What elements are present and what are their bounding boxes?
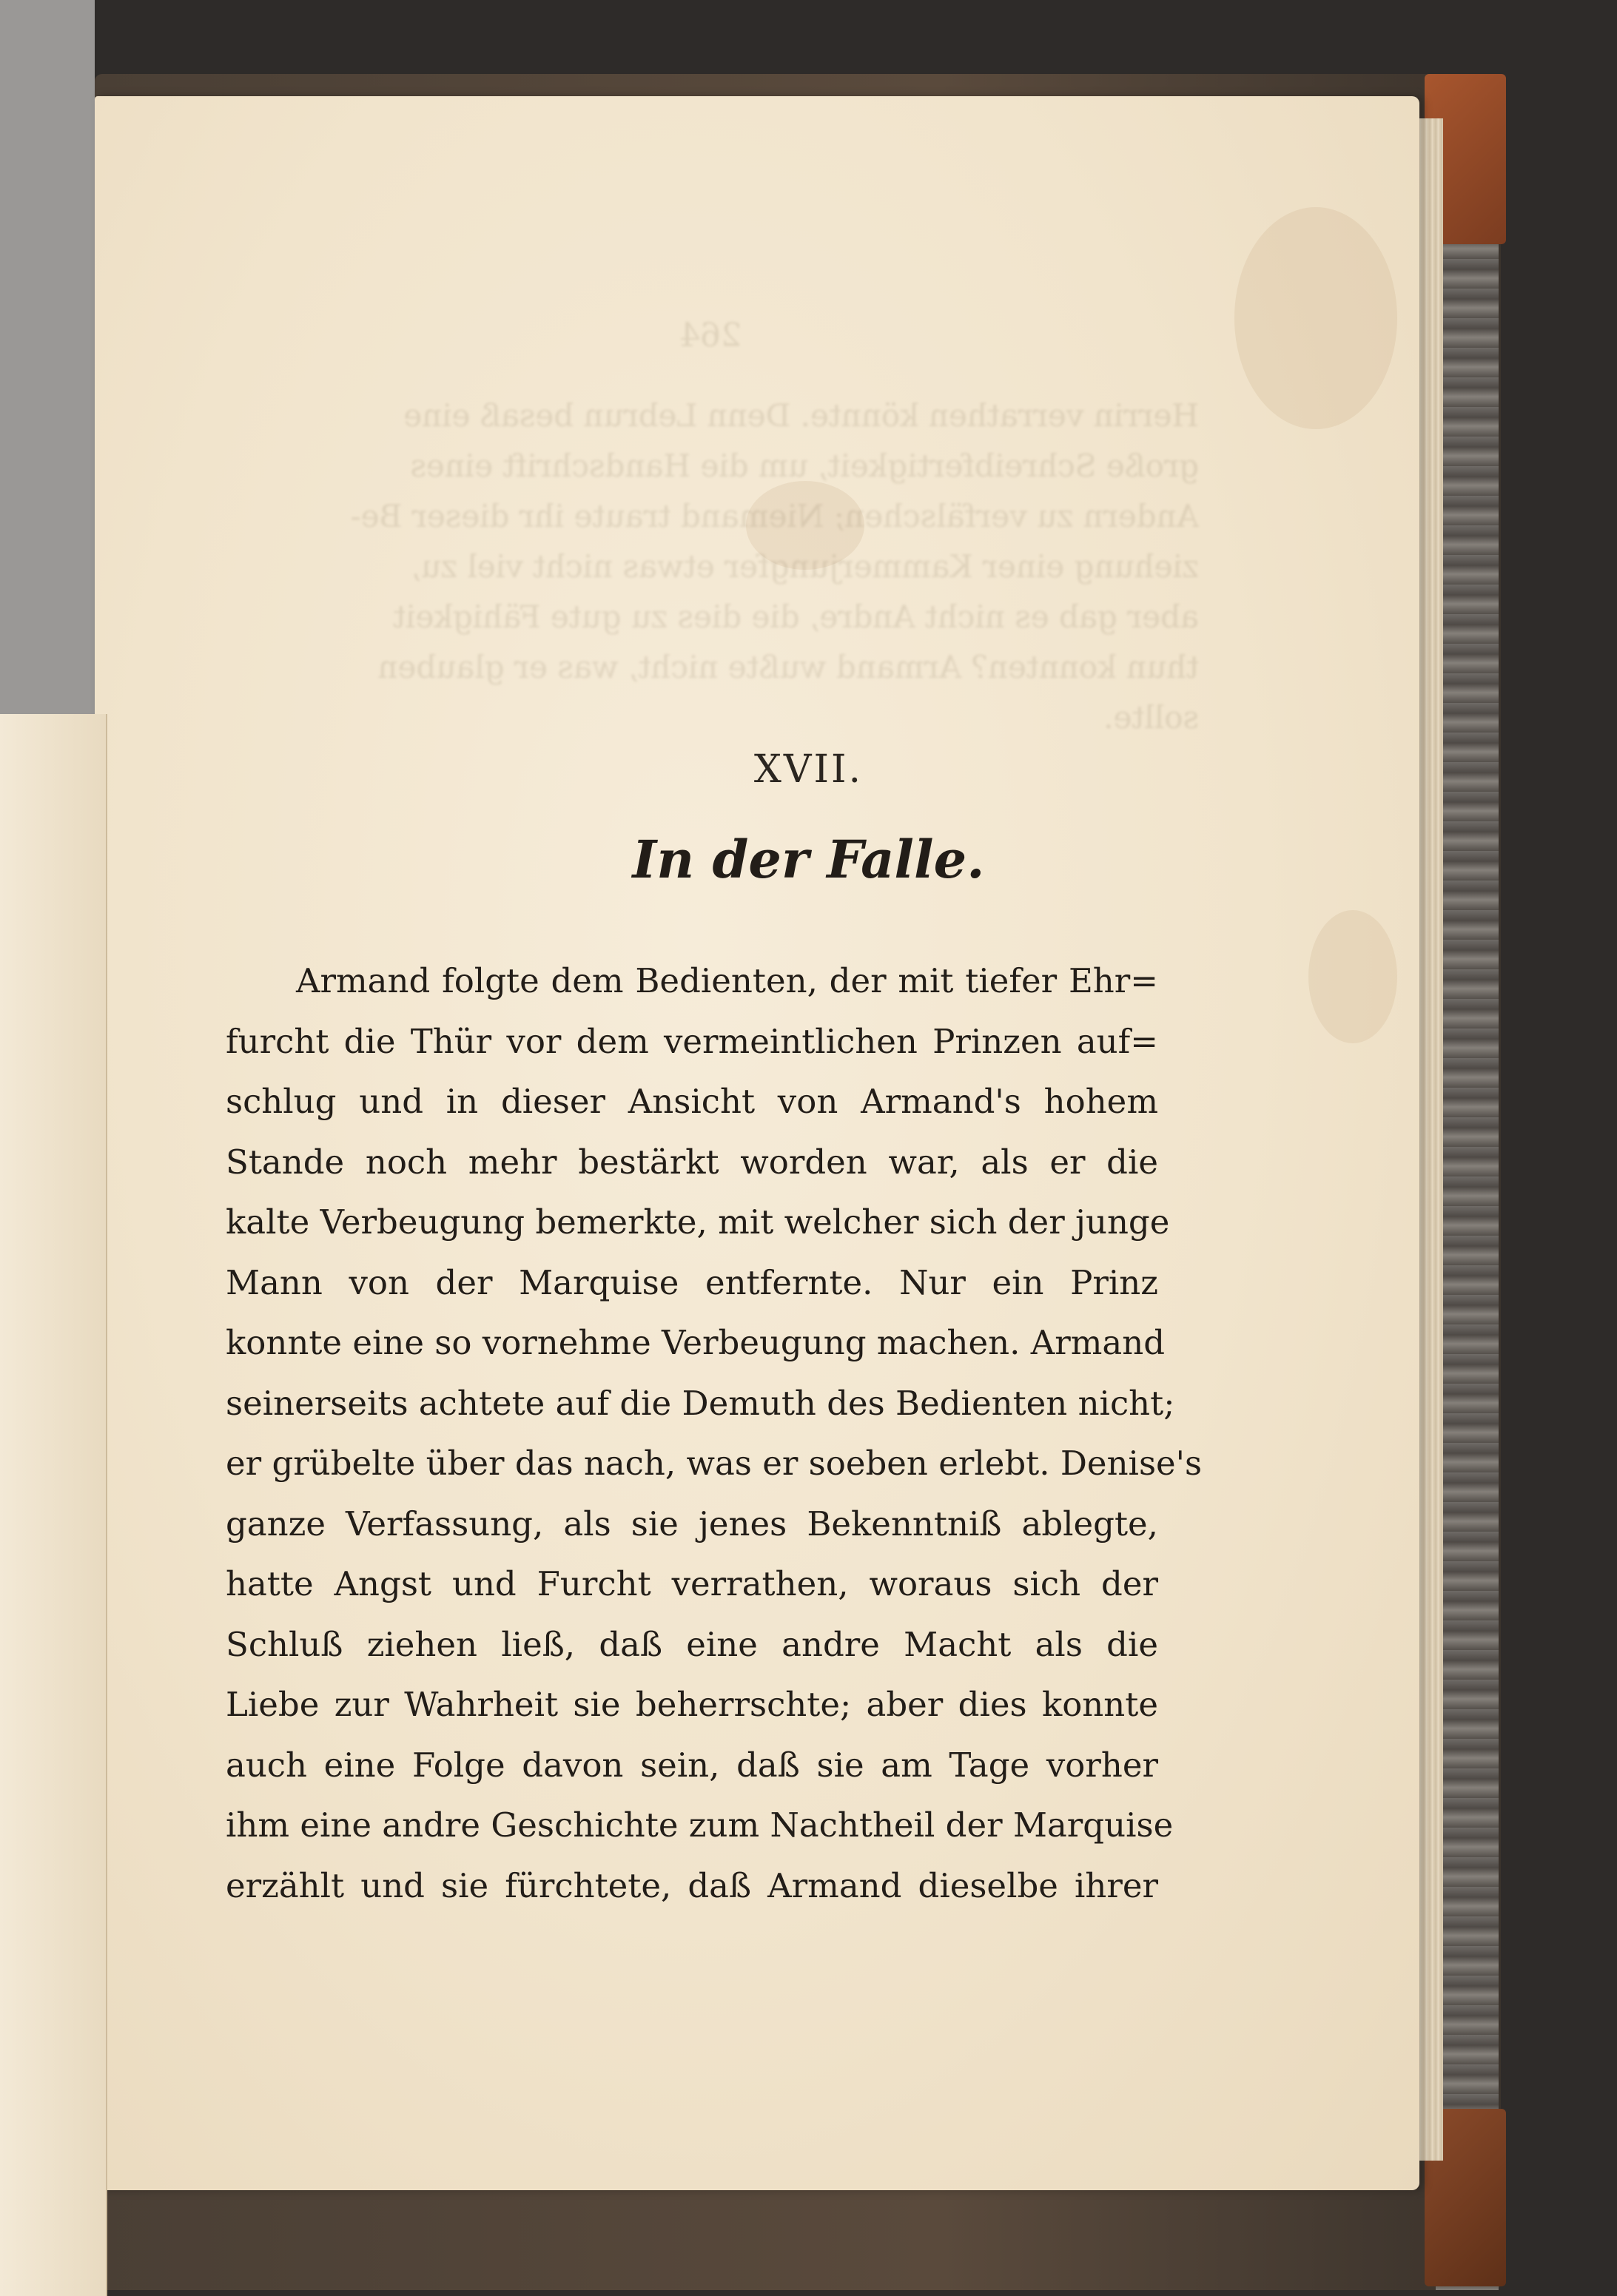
text-line: erzählt und sie fürchtete, daß Armand dieselbe ihrer [226,1865,1158,1905]
text-line: hatte Angst und Furcht verrathen, woraus sich der [226,1564,1158,1603]
text-line: kalte Verbeugung bemerkte, mit welcher sich der junge [226,1202,1170,1242]
bleed-line: Andern zu verfälschen; Niemand traute ihr dieser Be- [350,498,1199,534]
bleed-line: aber gab es nicht Andre, die dies zu gute Fähigkeit [393,599,1199,635]
bleed-line: große Schreibfertigkeit, um die Handschrift eines [410,448,1199,484]
text-line: konnte eine so vornehme Verbeugung machen. Armand [226,1323,1166,1362]
text-line: ganze Verfassung, als sie jenes Bekenntniß ablegte, [226,1504,1158,1543]
text-line: schlug und in dieser Ansicht von Armand's hohem [226,1082,1158,1121]
text-line: seinerseits achtete auf die Demuth des Bedienten nicht; [226,1383,1175,1423]
bleed-line: thun konnten? Armand wußte nicht, was er glauben [377,649,1199,685]
bleed-line: Herrin verrathen könnte. Denn Lebrun besaß eine [403,397,1199,434]
cover-marbled-edge [1436,111,1499,2290]
bleed-page-number: 264 [679,317,742,354]
text-line: Schluß ziehen ließ, daß eine andre Macht als die [226,1624,1158,1664]
text-line: Armand folgte dem Bedienten, der mit tiefer Ehr= [296,961,1158,1000]
text-line: er grübelte über das nach, was er soeben erlebt. Denise's [226,1444,1203,1483]
text-line: Stande noch mehr bestärkt worden war, als er die [226,1142,1158,1182]
text-line: ihm eine andre Geschichte zum Nachtheil der Marquise [226,1805,1174,1845]
left-page-edge [0,714,107,2296]
body-text [226,951,1203,1916]
bleed-line: sollte. [1103,699,1199,735]
text-line: Mann von der Marquise entfernte. Nur ein Prinz [226,1262,1158,1302]
text-line: Liebe zur Wahrheit sie beherrschte; aber dies konnte [226,1685,1158,1724]
text-line: furcht die Thür vor dem vermeintlichen Prinzen auf= [226,1021,1158,1061]
chapter-number: XVII. [753,747,864,792]
text-line: auch eine Folge davon sein, daß sie am Tage vorher [226,1745,1158,1785]
bleed-line: ziehung einer Kammerjungfer etwas nicht viel zu, [411,548,1199,585]
chapter-title: In der Falle. [632,829,985,890]
